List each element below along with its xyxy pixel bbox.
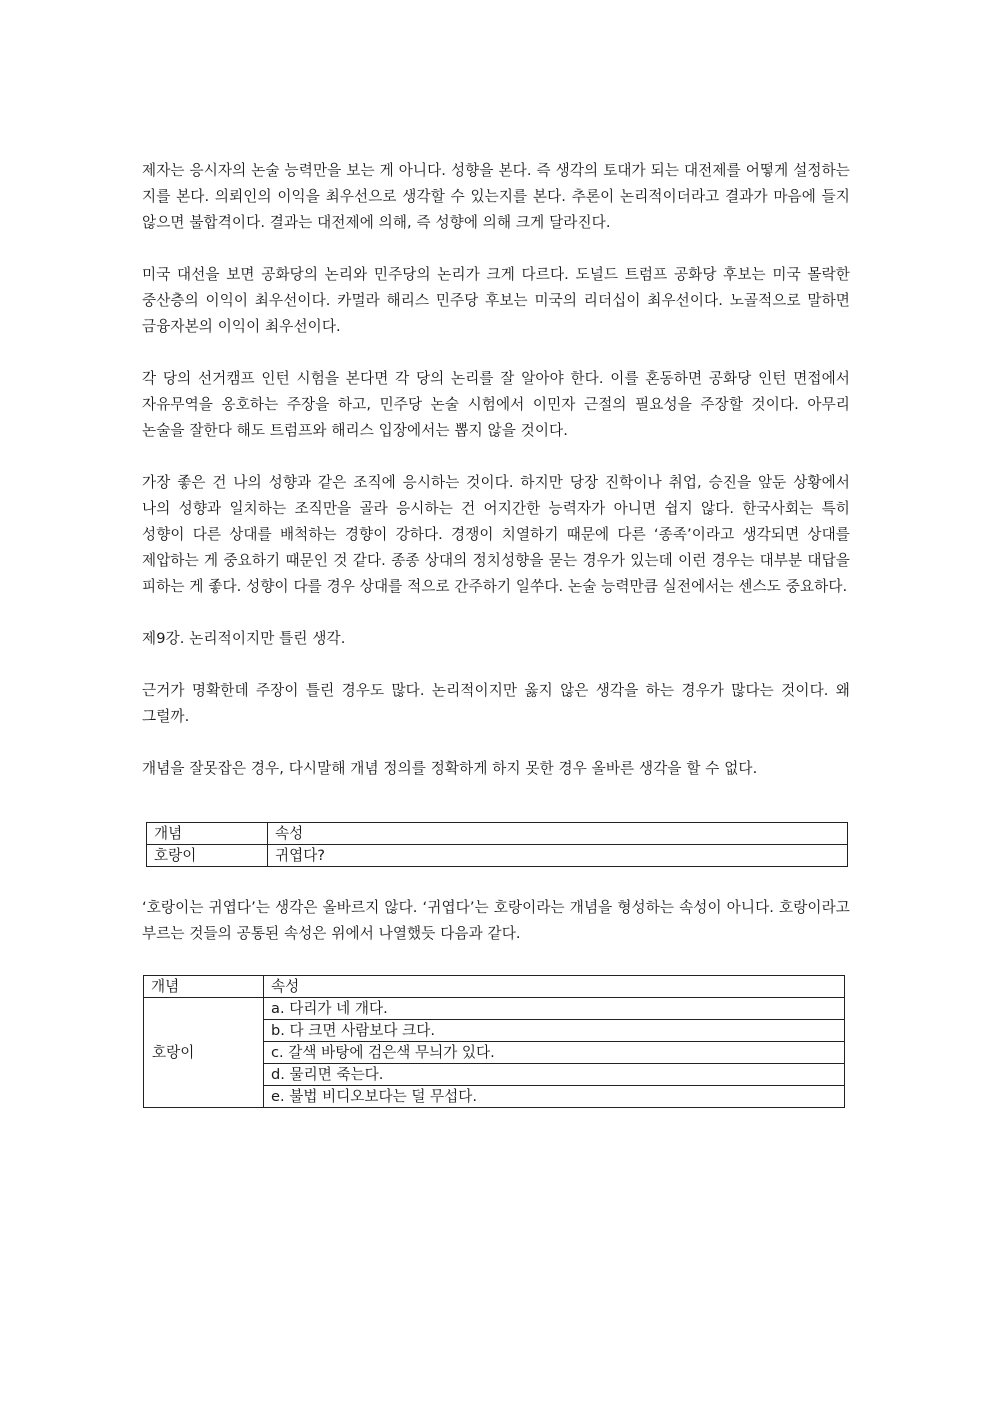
paragraph-gap bbox=[142, 600, 850, 626]
concept-table-attributes bbox=[143, 975, 845, 1108]
table-cell-attribute: b. 다 크면 사람보다 크다. bbox=[264, 1020, 845, 1042]
table-header-attribute: 속성 bbox=[264, 976, 845, 998]
table-gap bbox=[142, 782, 850, 822]
table-header-row bbox=[144, 976, 845, 998]
table-cell-attribute: d. 물리면 죽는다. bbox=[264, 1064, 845, 1086]
concept-table-simple bbox=[146, 822, 848, 867]
table-gap bbox=[142, 867, 850, 895]
paragraph-concept-definition: 개념을 잘못잡은 경우, 다시말해 개념 정의를 정확하게 하지 못한 경우 올바른 생각을 할 수 없다. bbox=[142, 760, 758, 777]
table-row bbox=[144, 998, 845, 1020]
table-cell-attribute: 귀엽다? bbox=[268, 845, 848, 867]
paragraph-gap bbox=[142, 652, 850, 678]
table-header-concept: 개념 bbox=[147, 823, 268, 845]
paragraph-gap bbox=[142, 236, 850, 262]
paragraph-gap bbox=[142, 730, 850, 756]
paragraph-gap bbox=[142, 444, 850, 470]
table-header-row bbox=[147, 823, 848, 845]
table-cell-attribute: a. 다리가 네 개다. bbox=[264, 998, 845, 1020]
paragraph-evaluation: 제자는 응시자의 논술 능력만을 보는 게 아니다. 성향을 본다. 즉 생각의 토대가 되는 대전제를 어떻게 설정하는 지를 본다. 의뢰인의 이익을 최우선으로 생각할 수 있는지를 본다. 추론이 논리적이더라고 결과가 마음에 들지 않으면 불합격이다. 결과는 대전제에 의해, 즉 성향에 의해 크게 달라진다. bbox=[142, 162, 850, 231]
paragraph-organization-fit: 가장 좋은 건 나의 성향과 같은 조직에 응시하는 것이다. 하지만 당장 진학이나 취업, 승진을 앞둔 상황에서 나의 성향과 일치하는 조직만을 골라 응시하는 건 어지간한 능력자가 아니면 쉽지 않다. 한국사회는 특히 성향이 다른 상대를 배척하는 경향이 강하다. 경쟁이 치열하기 때문에 다른 ‘종족’이라고 생각되면 상대를 제압하는 게 중요하기 때문인 것 같다. 종종 상대의 정치성향을 묻는 경우가 있는데 이런 경우는 대부분 대답을 피하는 게 좋다. 성향이 다를 경우 상대를 적으로 간주하기 일쑤다. 논술 능력만큼 실전에서는 센스도 중요하다. bbox=[142, 474, 850, 595]
table-cell-concept: 호랑이 bbox=[147, 845, 268, 867]
paragraph-us-election: 미국 대선을 보면 공화당의 논리와 민주당의 논리가 크게 다르다. 도널드 트럼프 공화당 후보는 미국 몰락한 중산층의 이익이 최우선이다. 카멀라 해리스 민주당 후보는 미국의 리더십이 최우선이다. 노골적으로 말하면 금융자본의 이익이 최우선이다. bbox=[142, 266, 850, 335]
table-row bbox=[147, 845, 848, 867]
paragraph-campaign-intern: 각 당의 선거캠프 인턴 시험을 본다면 각 당의 논리를 잘 알아야 한다. 이를 혼동하면 공화당 인턴 면접에서 자유무역을 옹호하는 주장을 하고, 민주당 논술 시험에서 이민자 근절의 필요성을 주장할 것이다. 아무리 논술을 잘한다 해도 트럼프와 해리스 입장에서는 뽑지 않을 것이다. bbox=[142, 370, 850, 439]
paragraph-tiger-cute: ‘호랑이는 귀엽다’는 생각은 올바르지 않다. ‘귀엽다’는 호랑이라는 개념을 형성하는 속성이 아니다. 호랑이라고 부르는 것들의 공통된 속성은 위에서 나열했듯 다음과 같다. bbox=[142, 899, 850, 942]
paragraph-gap bbox=[142, 340, 850, 366]
document-page bbox=[142, 158, 850, 1108]
table-cell-attribute: c. 갈색 바탕에 검은색 무늬가 있다. bbox=[264, 1042, 845, 1064]
paragraph-logical-but-wrong: 근거가 명확한데 주장이 틀린 경우도 많다. 논리적이지만 옳지 않은 생각을 하는 경우가 많다는 것이다. 왜 그럴까. bbox=[142, 682, 850, 725]
table-header-concept: 개념 bbox=[144, 976, 264, 998]
table-cell-attribute: e. 불법 비디오보다는 덜 무섭다. bbox=[264, 1086, 845, 1108]
lecture-heading: 제9강. 논리적이지만 틀린 생각. bbox=[142, 630, 346, 647]
table-header-attribute: 속성 bbox=[268, 823, 848, 845]
table-gap bbox=[142, 947, 850, 975]
table-cell-concept: 호랑이 bbox=[144, 998, 264, 1108]
